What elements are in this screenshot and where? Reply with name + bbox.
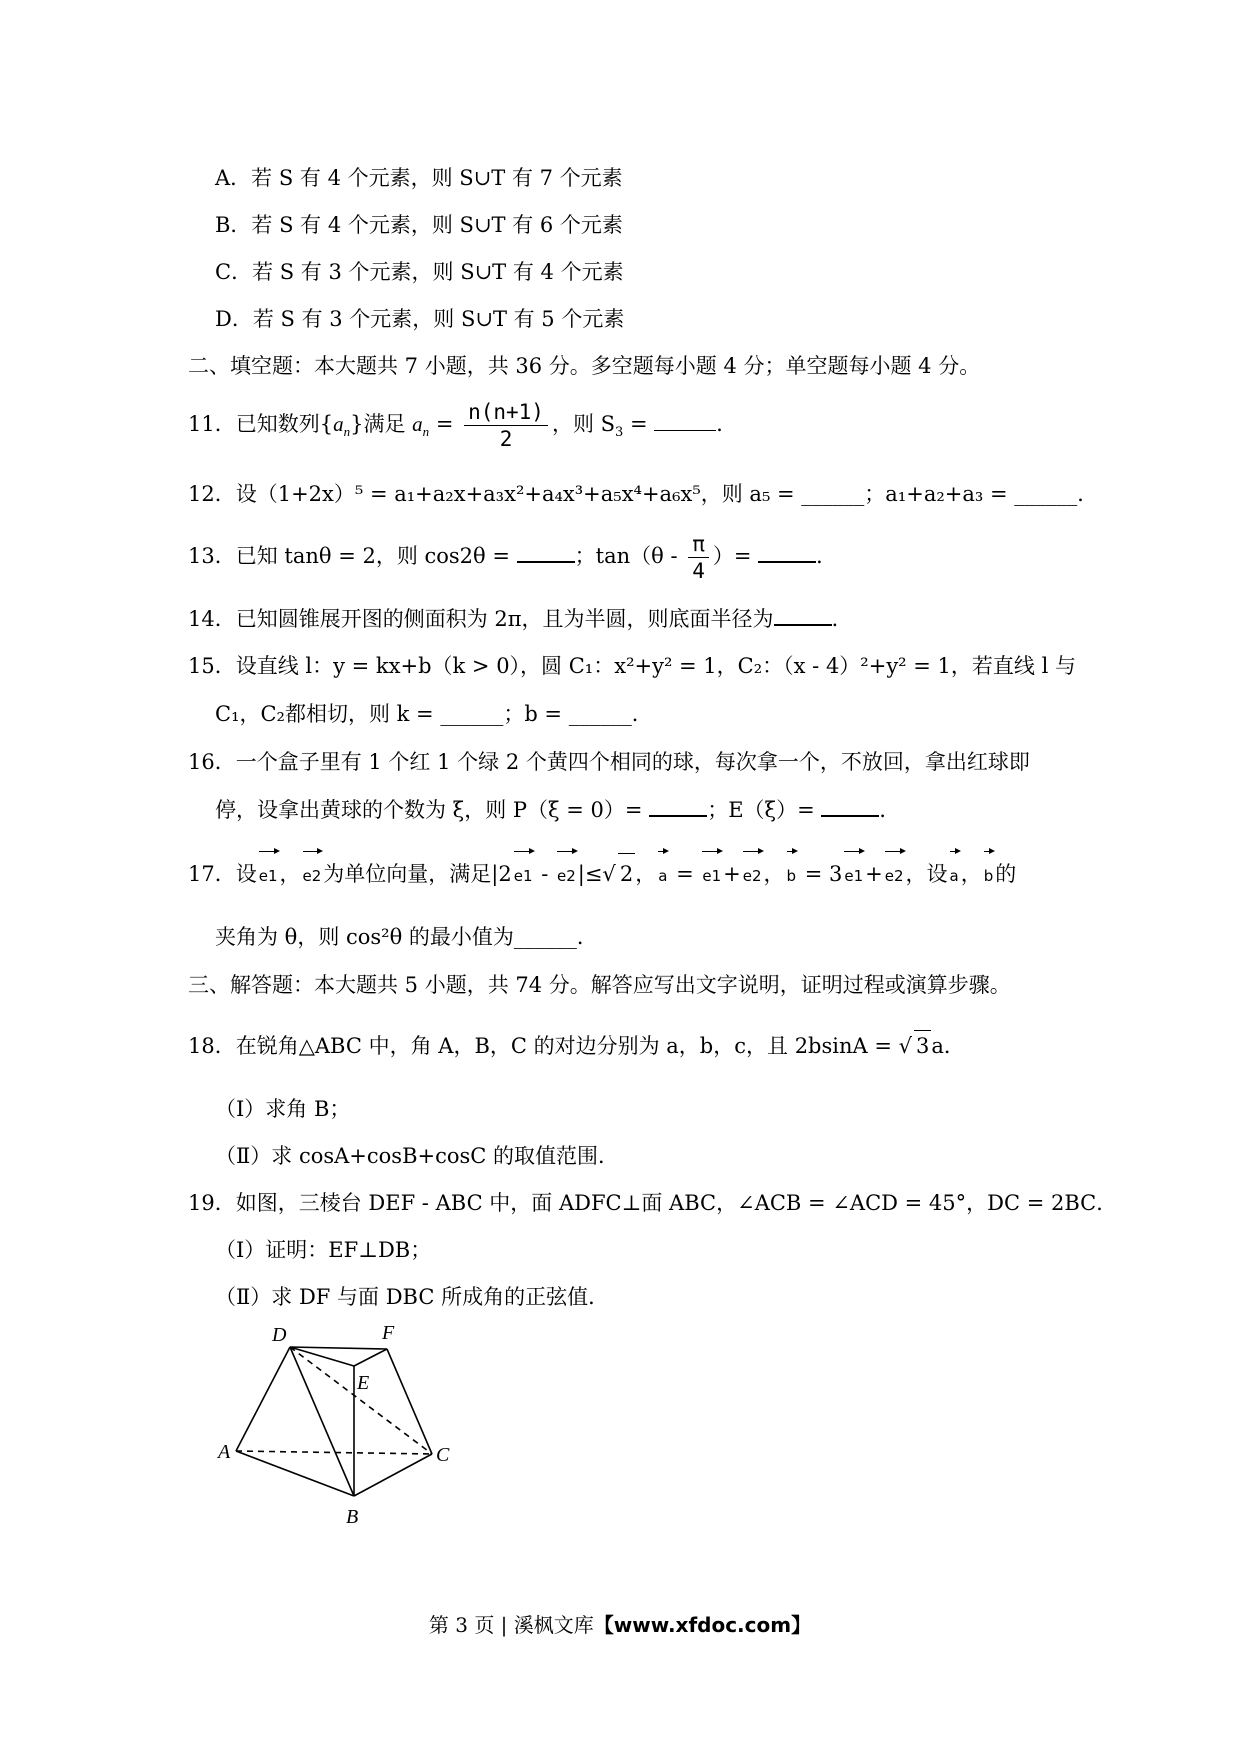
edge-da bbox=[236, 1347, 290, 1451]
option-a: A．若 S 有 4 个元素，则 S∪T 有 7 个元素 bbox=[215, 166, 623, 190]
edge-ab bbox=[236, 1451, 354, 1496]
answer-blank bbox=[517, 543, 575, 563]
label-b: B bbox=[346, 1506, 359, 1528]
option-c: C．若 S 有 3 个元素，则 S∪T 有 4 个元素 bbox=[215, 260, 624, 284]
fraction: $\frac{n(n+1)}{2}$ bbox=[464, 399, 548, 452]
answer-blank bbox=[758, 543, 816, 563]
edge-bc bbox=[354, 1454, 432, 1496]
question-16-line-1: 16．一个盒子里有 1 个红 1 个绿 2 个黄四个相同的球，每次拿一个，不放回，拿出红球即 bbox=[188, 750, 1030, 774]
question-18-part-1: （Ⅰ）求角 B； bbox=[215, 1097, 351, 1121]
label-f: F bbox=[382, 1322, 395, 1344]
question-12: 12．设（1+2x）⁵ = a₁+a₂x+a₃x²+a₄x³+a₅x⁴+a₆x⁵，则 a₅ = ______；a₁+a₂+a₃ = ______． bbox=[188, 482, 1099, 506]
vector-b: b bbox=[787, 848, 797, 896]
answer-blank bbox=[821, 797, 879, 817]
question-14: 14．已知圆锥展开图的侧面积为 2π，且为半圆，则底面半径为 ． bbox=[188, 607, 853, 631]
frustum-figure bbox=[214, 1317, 464, 1547]
section-3-heading: 三、解答题：本大题共 5 小题，共 74 分。解答应写出文字说明，证明过程或演算步骤。 bbox=[188, 973, 1011, 997]
label-e: E bbox=[357, 1372, 370, 1394]
fraction: $\frac{\pi}{4}$ bbox=[688, 531, 709, 584]
label-c: C bbox=[436, 1444, 450, 1466]
vector-e2: e2 bbox=[303, 848, 322, 896]
edge-ef bbox=[354, 1349, 387, 1366]
question-11: 11．已知数列$\{a_n\}$满足 $a_n$ = $\frac{n(n+1)}{2}$ ，则 $S_3$ = ． bbox=[188, 400, 738, 451]
option-d: D．若 S 有 3 个元素，则 S∪T 有 5 个元素 bbox=[215, 307, 625, 331]
question-18: 18．在锐角△ABC 中，角 A，B，C 的对边分别为 a，b，c，且 2bsinA = √ 3a． bbox=[188, 1030, 965, 1061]
vector-e1: e1 bbox=[259, 848, 278, 896]
vector-a: a bbox=[950, 848, 959, 896]
section-2-heading: 二、填空题：本大题共 7 小题，共 36 分。多空题每小题 4 分；单空题每小题 4 分。 bbox=[188, 354, 981, 378]
question-18-part-2: （Ⅱ）求 cosA+cosB+cosC 的取值范围． bbox=[215, 1144, 620, 1168]
question-19-part-1: （Ⅰ）证明：EF⊥DB； bbox=[215, 1238, 432, 1262]
question-15-line-2: C₁，C₂都相切，则 k = ______；b = ______． bbox=[215, 702, 653, 726]
question-17-line-2: 夹角为 θ，则 cos²θ 的最小值为______． bbox=[215, 925, 598, 949]
vector-e1: e1 bbox=[514, 848, 533, 896]
footer-page-number: 第 3 页 | 溪枫文库 bbox=[428, 1613, 594, 1637]
question-17-line-1: 17．设 e1， e2为单位向量，满足|2 e1 - e2|≤√ 2， a = e1+ e2， b = 3 e1+ e2，设 a， b的 bbox=[188, 848, 1016, 896]
edge-df bbox=[290, 1347, 387, 1349]
vector-a: a bbox=[658, 848, 667, 896]
question-19-part-2: （Ⅱ）求 DF 与面 DBC 所成角的正弦值． bbox=[215, 1285, 610, 1309]
answer-blank bbox=[774, 606, 832, 626]
vector-b: b bbox=[984, 848, 994, 896]
edge-fc bbox=[387, 1349, 432, 1454]
vector-e2: e2 bbox=[743, 848, 762, 896]
question-13: 13．已知 tanθ = 2，则 cos2θ = ；tan（θ - $\frac{\pi}{4}$ ）= ． bbox=[188, 532, 838, 583]
answer-blank bbox=[649, 797, 707, 817]
question-16-line-2: 停，设拿出黄球的个数为 ξ，则 P（ξ = 0）= ；E（ξ）= ． bbox=[215, 798, 901, 822]
label-a: A bbox=[218, 1441, 231, 1463]
edge-de bbox=[290, 1347, 354, 1366]
vector-e2: e2 bbox=[885, 848, 904, 896]
question-15-line-1: 15．设直线 l：y = kx+b（k > 0），圆 C₁：x²+y² = 1，C₂：（x - 4）²+y² = 1，若直线 l 与 bbox=[188, 654, 1076, 678]
vector-e1: e1 bbox=[844, 848, 863, 896]
footer-site-link[interactable]: 【www.xfdoc.com】 bbox=[593, 1613, 812, 1637]
answer-blank bbox=[654, 412, 716, 431]
page-footer bbox=[0, 1609, 1240, 1638]
vector-e1: e1 bbox=[702, 848, 721, 896]
option-b: B．若 S 有 4 个元素，则 S∪T 有 6 个元素 bbox=[215, 213, 623, 237]
vector-e2: e2 bbox=[557, 848, 576, 896]
label-d: D bbox=[272, 1324, 287, 1346]
edge-db bbox=[290, 1347, 354, 1496]
question-19: 19．如图，三棱台 DEF - ABC 中，面 ADFC⊥面 ABC，∠ACB = ∠ACD = 45°，DC = 2BC． bbox=[188, 1191, 1118, 1215]
